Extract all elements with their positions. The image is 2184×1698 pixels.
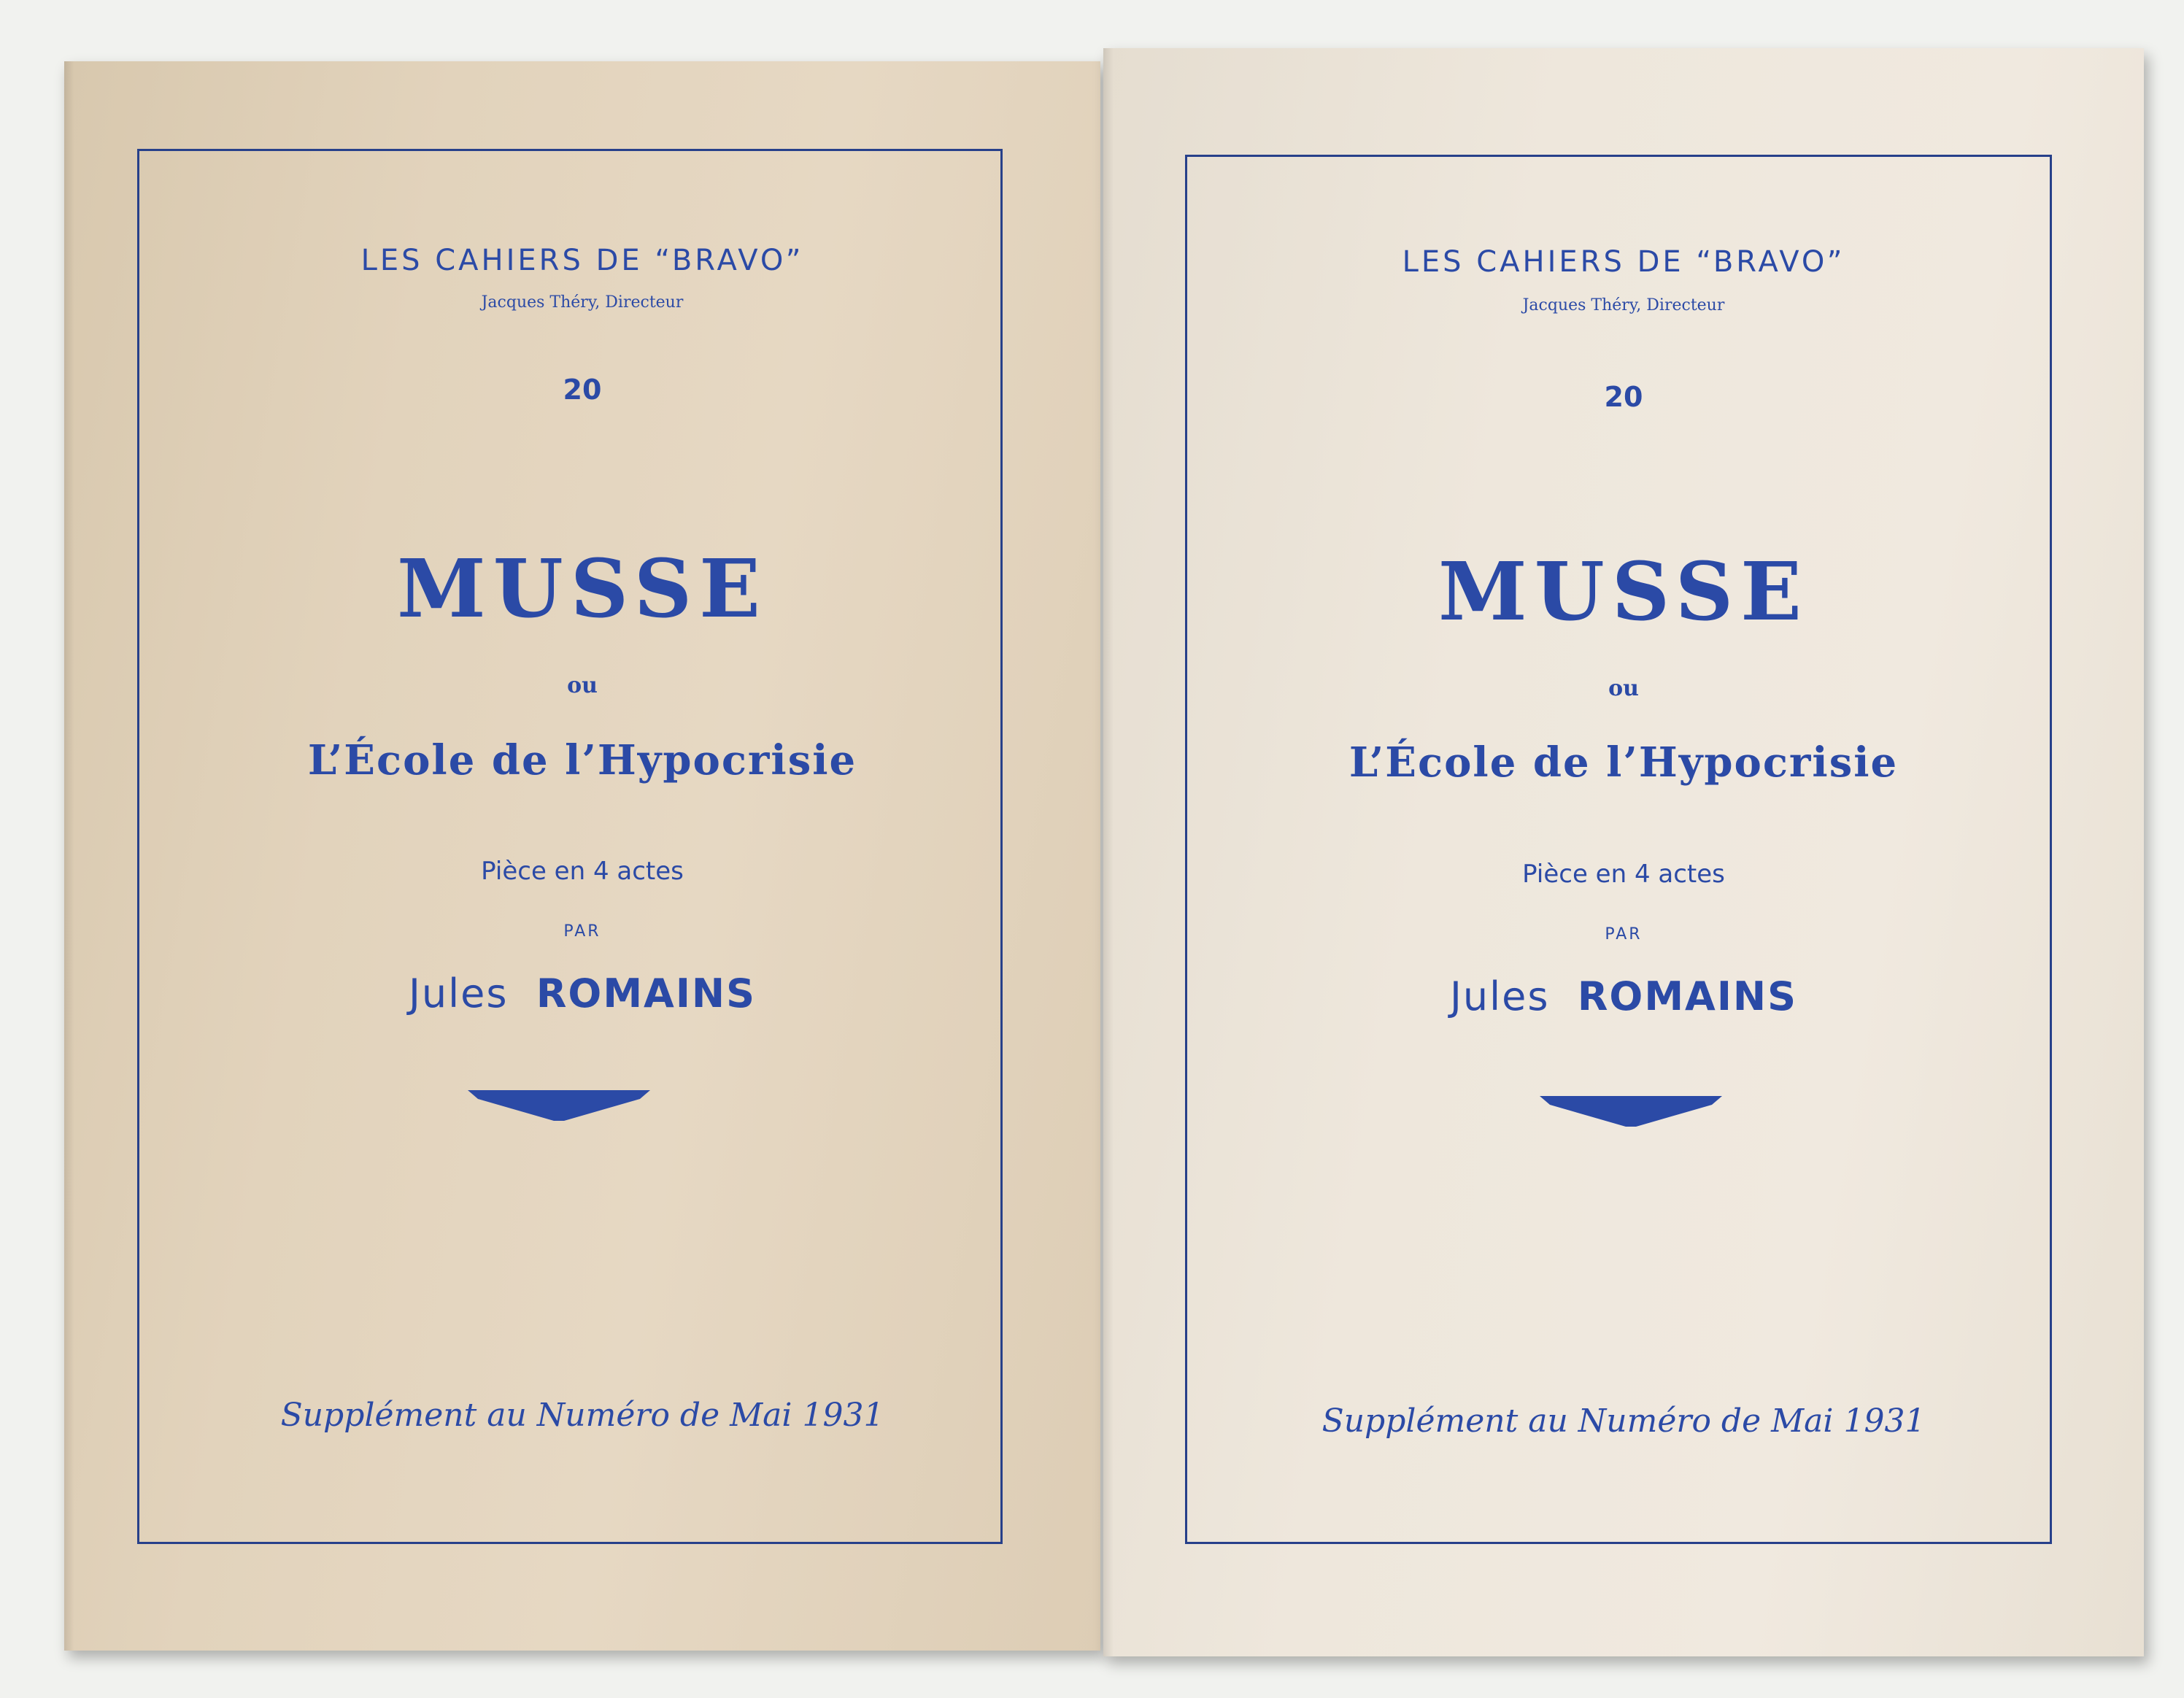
- author-first-name: Jules: [1449, 973, 1550, 1019]
- by-label: PAR: [563, 922, 601, 941]
- play-genre: Pièce en 4 actes: [481, 857, 684, 886]
- chevron-ornament-icon: [1540, 1095, 1722, 1128]
- issue-number: 20: [1604, 381, 1643, 413]
- supplement-note: Supplément au Numéro de Mai 1931: [1321, 1402, 1926, 1440]
- cover-frame: [1185, 155, 2052, 1544]
- series-title: LES CAHIERS DE “BRAVO”: [1402, 245, 1845, 279]
- author-last-name: ROMAINS: [536, 970, 757, 1016]
- title-conjunction: ou: [1608, 676, 1639, 701]
- booklet-cover-left: [64, 61, 1100, 1651]
- author-last-name: ROMAINS: [1577, 973, 1798, 1019]
- play-genre: Pièce en 4 actes: [1522, 860, 1725, 889]
- booklet-cover-right: [1103, 48, 2144, 1656]
- cover-frame: [137, 149, 1003, 1544]
- series-title: LES CAHIERS DE “BRAVO”: [360, 244, 804, 277]
- director-credit: Jacques Théry, Directeur: [481, 293, 684, 312]
- play-subtitle: L’École de l’Hypocrisie: [1348, 738, 1899, 787]
- author-name: [1103, 973, 2144, 1019]
- author-name: [64, 970, 1100, 1016]
- supplement-note: Supplément au Numéro de Mai 1931: [280, 1397, 884, 1434]
- play-title: MUSSE: [1438, 544, 1809, 638]
- chevron-ornament-icon: [468, 1089, 650, 1122]
- play-subtitle: L’École de l’Hypocrisie: [307, 736, 857, 784]
- play-title: MUSSE: [397, 541, 768, 636]
- issue-number: 20: [563, 374, 602, 406]
- director-credit: Jacques Théry, Directeur: [1522, 296, 1725, 314]
- title-conjunction: ou: [567, 673, 598, 698]
- author-first-name: Jules: [408, 970, 509, 1016]
- by-label: PAR: [1605, 925, 1643, 943]
